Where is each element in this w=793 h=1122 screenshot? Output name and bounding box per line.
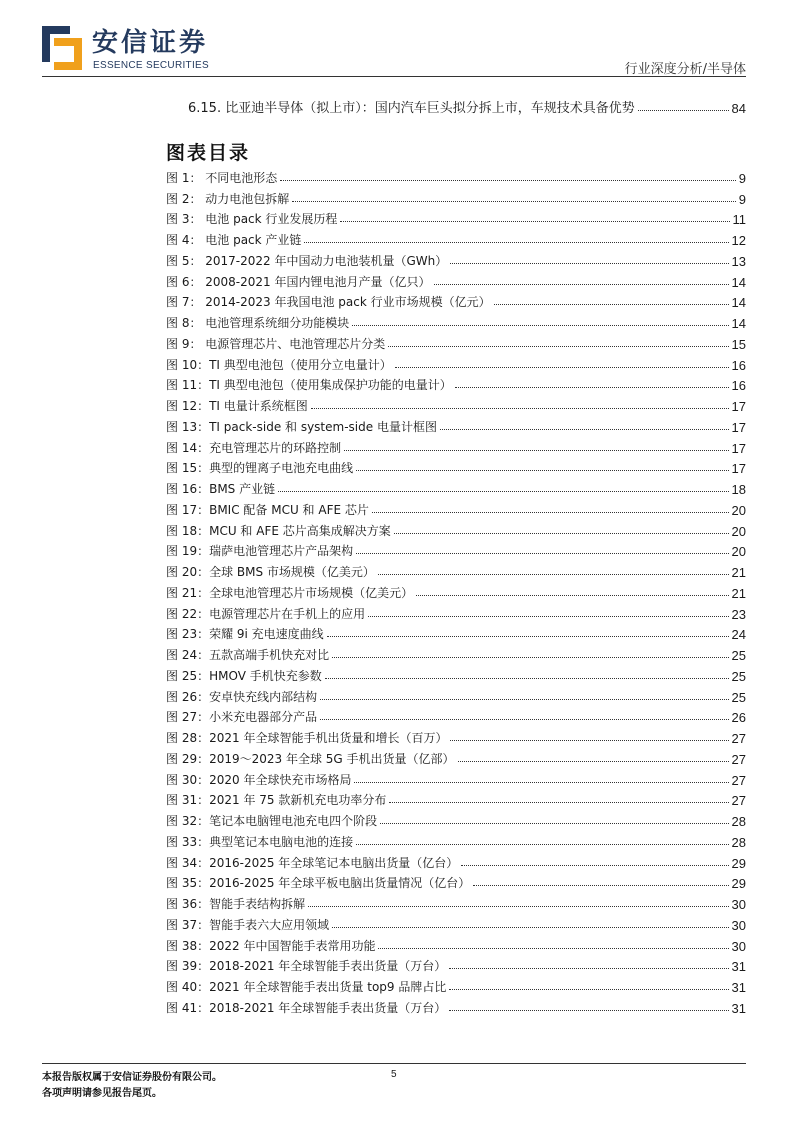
figure-list-item[interactable] (166, 539, 746, 560)
figure-page-number: 9 (738, 170, 746, 186)
page-number: 5 (391, 1069, 397, 1080)
figure-list-item[interactable] (166, 767, 746, 788)
figure-list-item[interactable] (166, 974, 746, 995)
brand-name-english: ESSENCE SECURITIES (93, 60, 209, 71)
toc-entry-page: 84 (731, 101, 746, 116)
figure-label: 图 25：HMOV 手机快充参数 (166, 668, 322, 683)
figure-page-number: 13 (731, 253, 746, 269)
figure-page-number: 26 (731, 710, 746, 726)
figure-list-item[interactable] (166, 580, 746, 601)
dot-leader (388, 346, 728, 347)
dot-leader (394, 533, 729, 534)
figure-list-item[interactable] (166, 518, 746, 539)
figure-list-item[interactable] (166, 954, 746, 975)
figure-list-item[interactable] (166, 373, 746, 394)
figure-label: 图 18：MCU 和 AFE 芯片高集成解决方案 (166, 523, 391, 538)
dot-leader (332, 657, 728, 658)
figure-page-number: 17 (731, 440, 746, 456)
figure-label: 图 22：电源管理芯片在手机上的应用 (166, 606, 366, 621)
figure-page-number: 21 (731, 565, 746, 580)
figure-list-item[interactable] (166, 435, 746, 456)
figure-page-number: 25 (731, 648, 746, 663)
figure-list-item[interactable] (166, 476, 746, 497)
dot-leader (325, 678, 729, 679)
dot-leader (458, 761, 729, 762)
figure-list-item[interactable] (166, 933, 746, 954)
dot-leader (327, 636, 729, 637)
figure-label: 图 26：安卓快充线内部结构 (166, 689, 318, 704)
figure-label: 图 20：全球 BMS 市场规模（亿美元） (166, 565, 375, 579)
dot-leader (308, 906, 728, 907)
figure-page-number: 27 (731, 751, 746, 767)
dot-leader (378, 948, 728, 949)
dot-leader (280, 180, 736, 181)
figure-label: 图 9： 电源管理芯片、电池管理芯片分类 (166, 336, 386, 351)
figure-label: 图 7： 2014-2023 年我国电池 pack 行业市场规模（亿元） (166, 295, 491, 310)
dot-leader (461, 865, 728, 866)
figure-label: 图 16：BMS 产业链 (166, 482, 276, 496)
figure-list-item[interactable] (166, 497, 746, 518)
dot-leader (416, 595, 728, 596)
figure-label: 图 6： 2008-2021 年国内锂电池月产量（亿只） (166, 274, 431, 289)
dot-leader (356, 470, 728, 471)
toc-entry[interactable] (188, 96, 746, 116)
figure-list-item[interactable] (166, 290, 746, 311)
figure-page-number: 25 (731, 668, 746, 684)
figure-label: 图 41：2018-2021 年全球智能手表出货量（万台） (166, 1000, 447, 1015)
dot-leader (344, 450, 728, 451)
figure-page-number: 20 (731, 544, 746, 560)
figure-list-item[interactable] (166, 663, 746, 684)
figure-label: 图 15：典型的锂离子电池充电曲线 (166, 461, 354, 476)
figure-list-item[interactable] (166, 808, 746, 829)
figure-list-item[interactable] (166, 684, 746, 705)
figure-list-item[interactable] (166, 310, 746, 331)
dot-leader (340, 221, 729, 222)
dot-leader (473, 885, 728, 886)
dot-leader (354, 782, 728, 783)
figure-page-number: 16 (731, 357, 746, 373)
company-logo (42, 26, 82, 70)
figure-page-number: 31 (731, 980, 746, 995)
figure-list-item[interactable] (166, 622, 746, 643)
figure-list-item[interactable] (166, 788, 746, 809)
figure-page-number: 30 (731, 917, 746, 933)
figure-list-item[interactable] (166, 269, 746, 290)
figure-page-number: 14 (731, 274, 746, 290)
dot-leader (311, 408, 729, 409)
figure-page-number: 20 (731, 502, 746, 518)
figure-label: 图 8： 电池管理系统细分功能模块 (166, 316, 350, 330)
dot-leader (449, 1010, 728, 1011)
dot-leader (332, 927, 728, 928)
figure-label: 图 2： 动力电池包拆解 (166, 191, 290, 206)
figure-label: 图 31：2021 年 75 款新机充电功率分布 (166, 793, 387, 808)
dot-leader (389, 802, 728, 803)
figure-list-item[interactable] (166, 725, 746, 746)
copyright-notice: 本报告版权属于安信证券股份有限公司。 (42, 1072, 222, 1083)
figure-label: 图 34：2016-2025 年全球笔记本电脑出货量（亿台） (166, 855, 459, 870)
figure-page-number: 31 (731, 959, 746, 975)
figure-page-number: 23 (731, 606, 746, 622)
figure-page-number: 24 (731, 627, 746, 643)
figure-page-number: 27 (731, 793, 746, 809)
figure-label: 图 5： 2017-2022 年中国动力电池装机量（GWh） (166, 253, 448, 268)
figure-list-item[interactable] (166, 642, 746, 663)
dot-leader (638, 110, 729, 111)
figure-label: 图 3： 电池 pack 行业发展历程 (166, 212, 338, 227)
dot-leader (378, 574, 729, 575)
figure-page-number: 27 (731, 772, 746, 788)
figure-page-number: 28 (731, 834, 746, 850)
figure-label: 图 37：智能手表六大应用领域 (166, 917, 330, 932)
figure-label: 图 14：充电管理芯片的环路控制 (166, 440, 342, 455)
figure-list (166, 165, 746, 1016)
figure-list-item[interactable] (166, 456, 746, 477)
figure-page-number: 30 (731, 938, 746, 954)
figure-list-item[interactable] (166, 331, 746, 352)
dot-leader (368, 616, 728, 617)
dot-leader (450, 740, 728, 741)
figure-label: 图 30：2020 年全球快充市场格局 (166, 772, 352, 787)
figure-list-item[interactable] (166, 705, 746, 726)
figure-page-number: 14 (731, 316, 746, 331)
dot-leader (395, 367, 729, 368)
figure-label: 图 39：2018-2021 年全球智能手表出货量（万台） (166, 959, 447, 974)
figure-list-item[interactable] (166, 352, 746, 373)
dot-leader (304, 242, 728, 243)
figure-list-item[interactable] (166, 912, 746, 933)
figure-list-item[interactable] (166, 248, 746, 269)
dot-leader (356, 553, 728, 554)
figure-list-item[interactable] (166, 414, 746, 435)
dot-leader (292, 201, 736, 202)
figure-label: 图 40：2021 年全球智能手表出货量 top9 品牌占比 (166, 980, 447, 994)
figure-list-item[interactable] (166, 186, 746, 207)
figure-page-number: 29 (731, 876, 746, 892)
figure-list-item[interactable] (166, 891, 746, 912)
figure-list-item[interactable] (166, 829, 746, 850)
figure-page-number: 20 (731, 523, 746, 539)
dot-leader (320, 699, 728, 700)
figure-label: 图 12：TI 电量计系统框图 (166, 399, 308, 413)
figure-page-number: 17 (731, 461, 746, 477)
dot-leader (450, 263, 728, 264)
footer-divider (42, 1063, 746, 1064)
figure-page-number: 16 (731, 378, 746, 394)
figure-label: 图 32：笔记本电脑锂电池充电四个阶段 (166, 814, 378, 828)
figure-page-number: 18 (731, 482, 746, 497)
figure-page-number: 12 (731, 233, 746, 248)
figure-label: 图 4： 电池 pack 产业链 (166, 233, 302, 247)
figure-list-item[interactable] (166, 165, 746, 186)
dot-leader (449, 989, 728, 990)
figure-label: 图 28：2021 年全球智能手机出货量和增长（百万） (166, 731, 448, 745)
figure-list-item[interactable] (166, 227, 746, 248)
figure-page-number: 14 (731, 295, 746, 311)
dot-leader (449, 968, 728, 969)
figure-label: 图 38：2022 年中国智能手表常用功能 (166, 938, 376, 953)
dot-leader (356, 844, 728, 845)
figure-page-number: 11 (732, 212, 746, 228)
dot-leader (494, 304, 729, 305)
figure-page-number: 17 (731, 399, 746, 414)
figure-label: 图 36：智能手表结构拆解 (166, 897, 306, 911)
figure-label: 图 11：TI 典型电池包（使用集成保护功能的电量计） (166, 378, 452, 393)
dot-leader (320, 719, 728, 720)
figure-list-item[interactable] (166, 850, 746, 871)
dot-leader (434, 284, 729, 285)
figure-page-number: 27 (731, 731, 746, 746)
header-divider (42, 76, 746, 77)
dot-leader (455, 387, 729, 388)
dot-leader (372, 512, 729, 513)
figure-label: 图 19：瑞萨电池管理芯片产品架构 (166, 544, 354, 559)
figure-page-number: 15 (731, 336, 746, 352)
figure-page-number: 30 (731, 897, 746, 912)
figure-list-title: 图表目录 (166, 142, 251, 164)
figure-label: 图 29：2019～2023 年全球 5G 手机出货量（亿部） (166, 751, 455, 766)
figure-label: 图 17：BMIC 配备 MCU 和 AFE 芯片 (166, 502, 369, 517)
figure-list-item[interactable] (166, 601, 746, 622)
figure-page-number: 21 (731, 585, 746, 601)
figure-list-item[interactable] (166, 207, 746, 228)
figure-label: 图 23：荣耀 9i 充电速度曲线 (166, 627, 324, 642)
dot-leader (352, 325, 728, 326)
figure-label: 图 24：五款高端手机快充对比 (166, 648, 330, 662)
figure-list-item[interactable] (166, 393, 746, 414)
figure-page-number: 25 (731, 689, 746, 705)
brand-name-chinese: 安信证券 (92, 28, 209, 58)
dot-leader (278, 491, 728, 492)
figure-list-item[interactable] (166, 995, 746, 1016)
figure-label: 图 1： 不同电池形态 (166, 170, 278, 185)
figure-page-number: 9 (738, 191, 746, 207)
figure-list-item[interactable] (166, 871, 746, 892)
figure-page-number: 17 (731, 419, 746, 435)
dot-leader (380, 823, 728, 824)
dot-leader (440, 429, 729, 430)
figure-label: 图 33：典型笔记本电脑电池的连接 (166, 834, 354, 849)
figure-page-number: 31 (731, 1000, 746, 1016)
report-category: 行业深度分析/半导体 (624, 62, 746, 77)
figure-label: 图 35：2016-2025 年全球平板电脑出货量情况（亿台） (166, 876, 471, 891)
figure-page-number: 28 (731, 814, 746, 829)
figure-list-item[interactable] (166, 746, 746, 767)
figure-label: 图 21：全球电池管理芯片市场规模（亿美元） (166, 585, 414, 600)
figure-page-number: 29 (731, 855, 746, 871)
disclaimer-notice: 各项声明请参见报告尾页。 (42, 1088, 162, 1099)
figure-label: 图 27：小米充电器部分产品 (166, 710, 318, 725)
toc-entry-label: 6.15. 比亚迪半导体（拟上市）：国内汽车巨头拟分拆上市，车规技术具备优势 (188, 101, 635, 116)
figure-label: 图 10：TI 典型电池包（使用分立电量计） (166, 357, 392, 372)
figure-list-item[interactable] (166, 559, 746, 580)
figure-label: 图 13：TI pack-side 和 system-side 电量计框图 (166, 419, 437, 434)
